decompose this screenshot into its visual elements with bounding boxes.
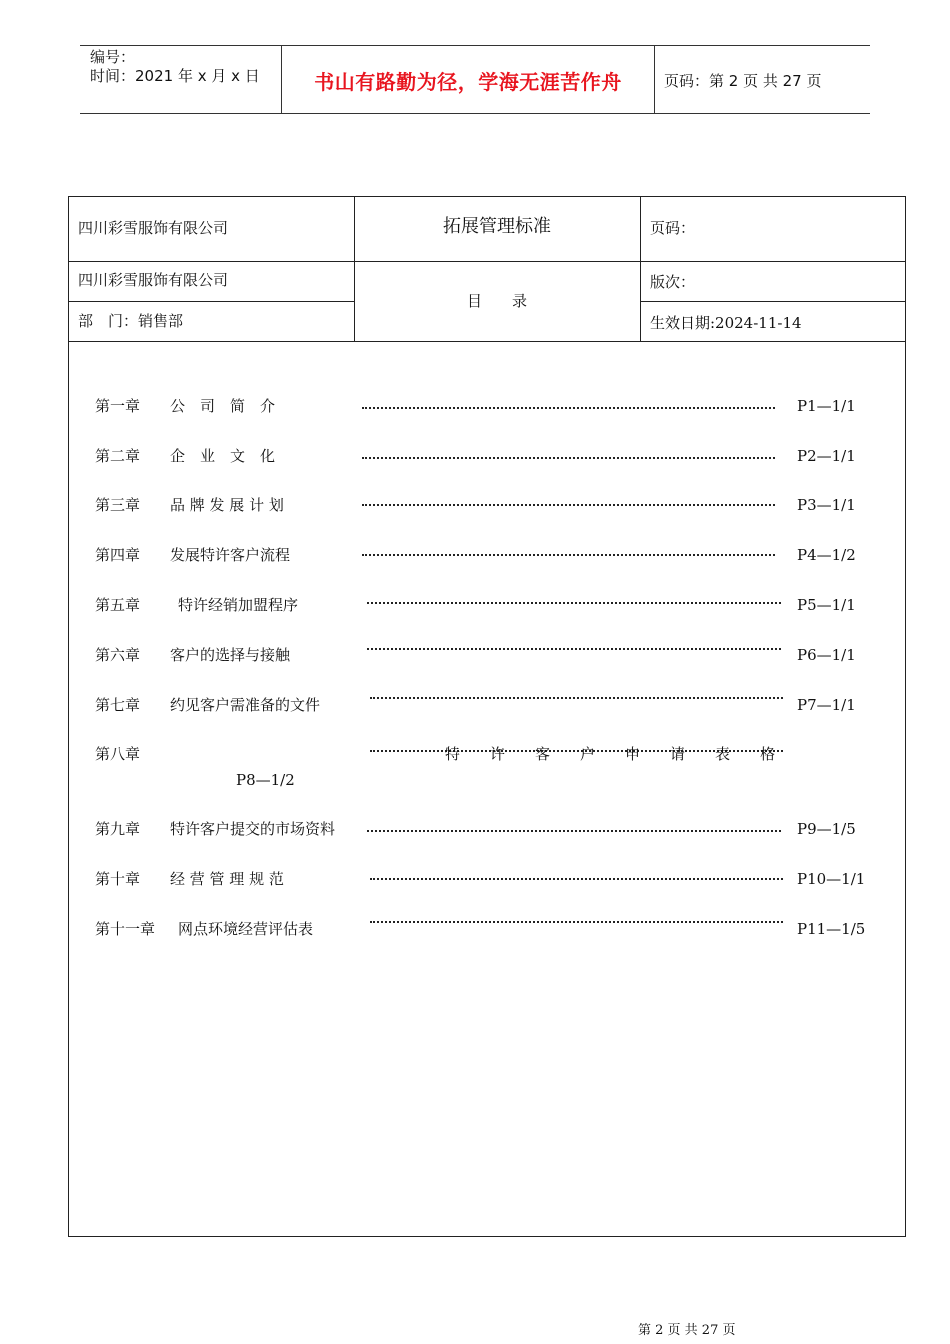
toc-chapter: 第二章 <box>95 447 141 465</box>
toc-chapter: 第七章 <box>95 696 141 714</box>
toc-title: 约见客户需准备的文件 <box>170 696 321 714</box>
toc-title: 特许经销加盟程序 <box>178 596 299 614</box>
toc-leader <box>370 921 783 923</box>
table-divider <box>68 341 906 342</box>
toc-page: P4—1/2 <box>797 546 856 564</box>
toc-leader <box>362 407 775 409</box>
toc-title: 特 许 客 户 申 请 表 格 <box>445 745 776 763</box>
toc-title: 网点环境经营评估表 <box>178 920 314 938</box>
toc-title: 企 业 文 化 <box>170 447 276 465</box>
toc-page: P11—1/5 <box>797 920 866 938</box>
toc-page: P6—1/1 <box>797 646 856 664</box>
toc-page: P7—1/1 <box>797 696 856 714</box>
time-label: 时间：2021 年 x 月 x 日 <box>90 67 260 85</box>
toc-chapter: 第四章 <box>95 546 141 564</box>
page-code-label: 页码： <box>650 219 696 237</box>
company-name: 四川彩雪服饰有限公司 <box>78 271 229 289</box>
toc-chapter: 第八章 <box>95 745 141 763</box>
company-name: 四川彩雪服饰有限公司 <box>78 219 229 237</box>
toc-leader <box>367 602 781 604</box>
toc-title: 品 牌 发 展 计 划 <box>170 496 284 514</box>
header-bottom-rule <box>80 113 870 114</box>
toc-leader <box>362 504 775 506</box>
document-frame <box>68 196 906 1237</box>
toc-chapter: 第五章 <box>95 596 141 614</box>
toc-page: P10—1/1 <box>797 870 866 888</box>
section-title: 目 录 <box>466 292 527 310</box>
version-label: 版次： <box>650 273 696 291</box>
toc-page: P1—1/1 <box>797 397 856 415</box>
table-divider <box>640 301 906 302</box>
toc-leader <box>370 878 783 880</box>
toc-chapter: 第十章 <box>95 870 141 888</box>
table-divider <box>68 261 906 262</box>
toc-page: P2—1/1 <box>797 447 856 465</box>
toc-page: P5—1/1 <box>797 596 856 614</box>
toc-leader <box>367 648 781 650</box>
toc-leader <box>370 697 783 699</box>
toc-title: 公 司 简 介 <box>170 397 276 415</box>
serial-label: 编号： <box>90 48 136 66</box>
toc-page: P3—1/1 <box>797 496 856 514</box>
page-footer: 第 2 页 共 27 页 <box>638 1323 736 1338</box>
toc-leader <box>362 457 775 459</box>
toc-chapter: 第三章 <box>95 496 141 514</box>
toc-leader <box>367 830 781 832</box>
header-divider <box>654 45 655 113</box>
toc-title: 发展特许客户流程 <box>170 546 291 564</box>
toc-leader <box>362 554 775 556</box>
department: 部 门：销售部 <box>78 312 184 330</box>
toc-title: 经 营 管 理 规 范 <box>170 870 284 888</box>
toc-chapter: 第一章 <box>95 397 141 415</box>
toc-title: 特许客户提交的市场资料 <box>170 820 336 838</box>
header-page-info: 页码：第 2 页 共 27 页 <box>664 72 822 90</box>
table-divider <box>68 301 354 302</box>
toc-chapter: 第九章 <box>95 820 141 838</box>
toc-chapter: 第十一章 <box>95 920 156 938</box>
toc-chapter: 第六章 <box>95 646 141 664</box>
toc-page: P9—1/5 <box>797 820 856 838</box>
effective-date: 生效日期:2024-11-14 <box>650 314 802 332</box>
table-divider <box>640 196 641 341</box>
toc-page: P8—1/2 <box>236 771 295 789</box>
toc-title: 客户的选择与接触 <box>170 646 291 664</box>
header-top-rule <box>80 45 870 46</box>
document-title: 拓展管理标准 <box>443 216 551 237</box>
motto: 书山有路勤为径，学海无涯苦作舟 <box>314 70 622 94</box>
